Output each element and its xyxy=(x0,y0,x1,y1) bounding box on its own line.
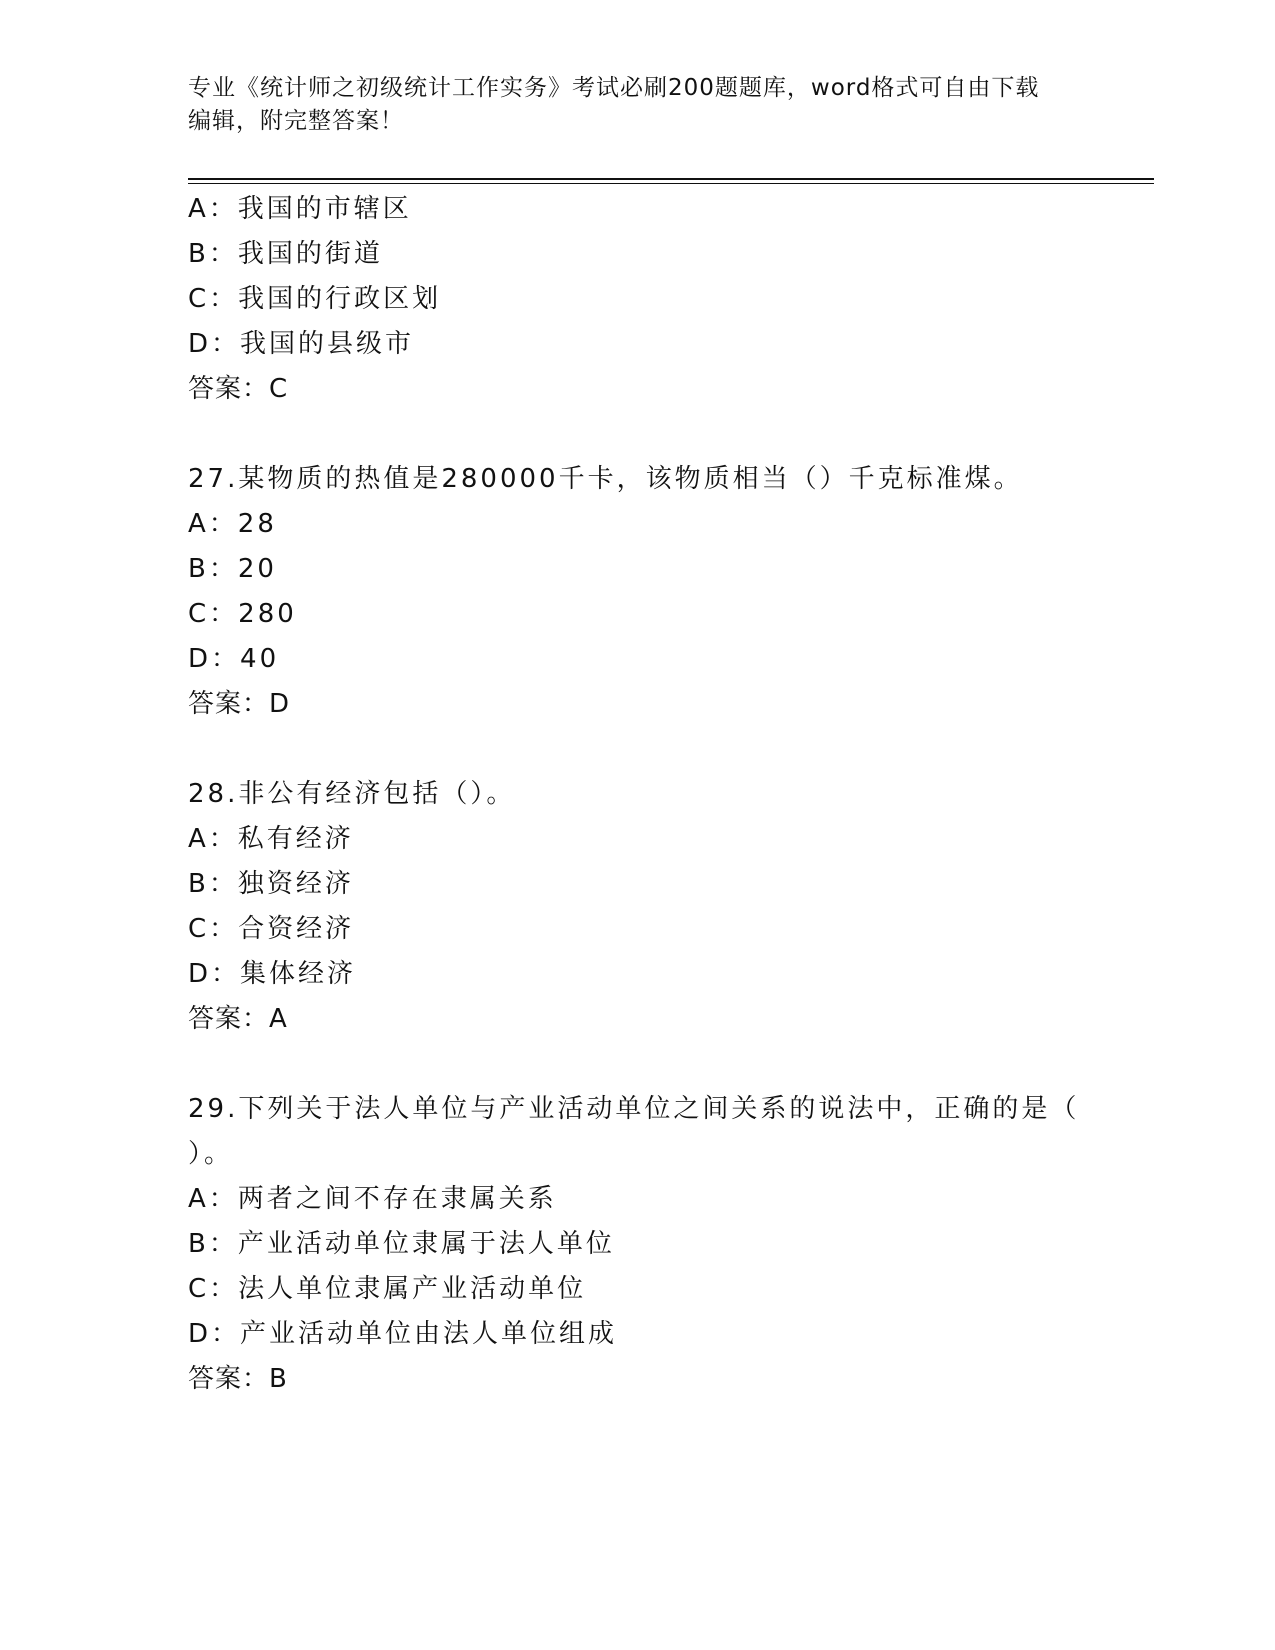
q28-option-b: B：独资经济 xyxy=(188,869,354,899)
header-title-line2: 编辑，附完整答案！ xyxy=(188,108,404,134)
q28-answer: 答案：A xyxy=(188,1004,288,1034)
q29-option-b: B：产业活动单位隶属于法人单位 xyxy=(188,1229,615,1259)
header-title-line1: 专业《统计师之初级统计工作实务》考试必刷200题题库，word格式可自由下载 xyxy=(188,75,1040,101)
q29-question-line1: 29.下列关于法人单位与产业活动单位之间关系的说法中，正确的是（ xyxy=(188,1094,1080,1124)
q28-option-a: A：私有经济 xyxy=(188,824,354,854)
q26-option-d: D：我国的县级市 xyxy=(188,329,415,359)
q27-option-a: A：28 xyxy=(188,509,277,539)
q29-answer: 答案：B xyxy=(188,1364,288,1394)
q27-question: 27.某物质的热值是280000千卡，该物质相当（）千克标准煤。 xyxy=(188,464,1023,494)
q29-question-line2: ）。 xyxy=(188,1139,234,1169)
q27-option-d: D：40 xyxy=(188,644,280,674)
document-header xyxy=(188,72,1088,138)
q26-option-b: B：我国的街道 xyxy=(188,239,383,269)
q26-option-c: C：我国的行政区划 xyxy=(188,284,442,314)
q29-option-c: C：法人单位隶属产业活动单位 xyxy=(188,1274,587,1304)
q28-question: 28.非公有经济包括（）。 xyxy=(188,779,516,809)
q28-option-d: D：集体经济 xyxy=(188,959,357,989)
q27-answer: 答案：D xyxy=(188,689,291,719)
q28-option-c: C：合资经济 xyxy=(188,914,355,944)
q27-option-b: B：20 xyxy=(188,554,277,584)
q26-answer: 答案：C xyxy=(188,374,289,404)
header-divider-thick xyxy=(188,178,1154,180)
q29-option-a: A：两者之间不存在隶属关系 xyxy=(188,1184,557,1214)
q26-option-a: A：我国的市辖区 xyxy=(188,194,412,224)
q27-option-c: C：280 xyxy=(188,599,297,629)
q29-option-d: D：产业活动单位由法人单位组成 xyxy=(188,1319,618,1349)
header-divider-thin xyxy=(188,183,1154,184)
